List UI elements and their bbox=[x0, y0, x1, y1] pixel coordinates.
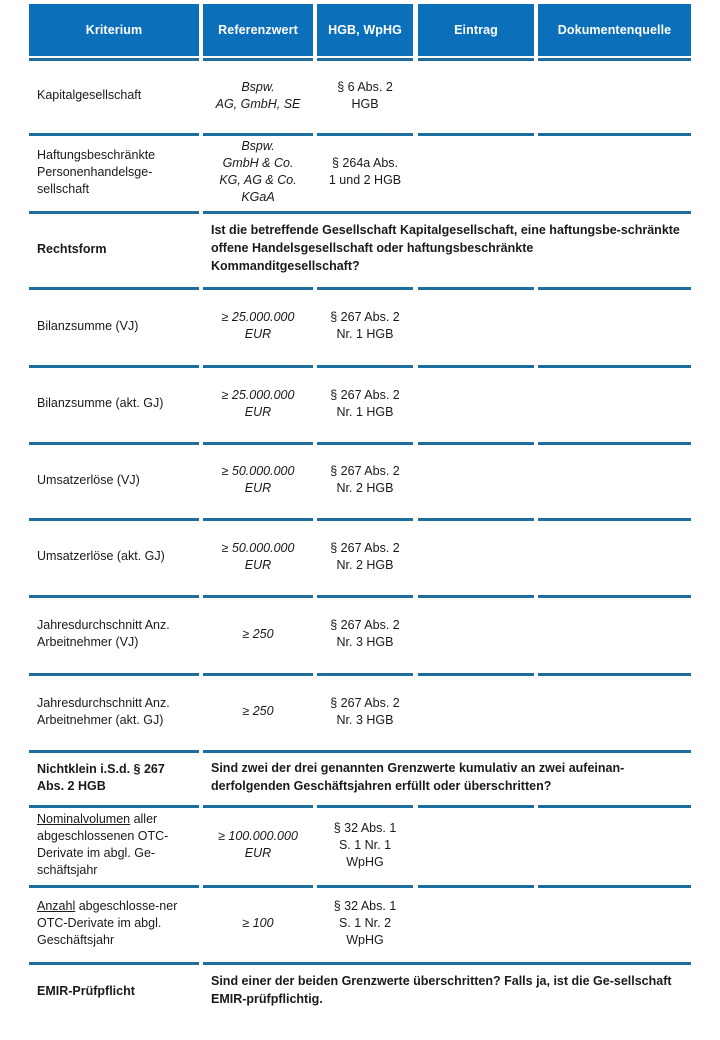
row-cells bbox=[0, 365, 720, 442]
cell-hgb-wphg: § 267 Abs. 2 Nr. 1 HGB bbox=[330, 387, 400, 419]
cell-referenzwert: ≥ 50.000.000 EUR bbox=[221, 464, 295, 495]
column-header-hgb_wphg[interactable]: HGB, WpHG bbox=[317, 4, 413, 56]
cell-eintrag[interactable] bbox=[418, 365, 534, 442]
cell-kriterium bbox=[29, 811, 199, 879]
cell-kriterium: Haftungsbeschränkte Personenhandelsge-sellschaft bbox=[37, 147, 156, 196]
table-row bbox=[0, 595, 720, 673]
cell-eintrag[interactable] bbox=[418, 595, 534, 673]
row-cells bbox=[0, 211, 720, 287]
cell-referenzwert: Bspw. AG, GmbH, SE bbox=[215, 79, 301, 111]
cell-referenzwert: ≥ 100 bbox=[242, 916, 274, 930]
cell-dokumentenquelle[interactable] bbox=[538, 885, 691, 962]
cell-dokumentenquelle[interactable] bbox=[538, 58, 691, 133]
table-row bbox=[0, 365, 720, 442]
cell-referenzwert: ≥ 250 bbox=[242, 626, 274, 641]
cell-referenzwert: ≥ 25.000.000 EUR bbox=[221, 310, 295, 341]
cell-dokumentenquelle[interactable] bbox=[538, 287, 691, 365]
table-row bbox=[0, 805, 720, 885]
cell-kriterium: Jahresdurchschnitt Anz. Arbeitnehmer (akt. GJ) bbox=[37, 695, 170, 727]
column-header-kriterium[interactable]: Kriterium bbox=[29, 4, 199, 56]
kriterium-keyword: Anzahl bbox=[37, 899, 76, 913]
table-row bbox=[0, 673, 720, 750]
row-cells bbox=[0, 518, 720, 595]
cell-hgb-wphg: § 267 Abs. 2 Nr. 2 HGB bbox=[330, 464, 400, 495]
kriterium-rest: abgeschlosse-ner OTC-Derivate im abgl. Geschäftsjahr bbox=[37, 899, 178, 947]
table-row bbox=[0, 885, 720, 962]
row-cells bbox=[0, 595, 720, 673]
cell-hgb-wphg: § 264a Abs. 1 und 2 HGB bbox=[328, 156, 402, 187]
column-header-referenzwert[interactable]: Referenzwert bbox=[203, 4, 313, 56]
kriterium-keyword: Nominalvolumen bbox=[37, 812, 131, 826]
row-cells bbox=[0, 442, 720, 518]
cell-eintrag[interactable] bbox=[418, 442, 534, 518]
table-row bbox=[0, 211, 720, 287]
row-cells bbox=[0, 962, 720, 1020]
cell-hgb-wphg: § 267 Abs. 2 Nr. 2 HGB bbox=[330, 540, 400, 572]
cell-hgb-wphg: § 267 Abs. 2 Nr. 3 HGB bbox=[330, 695, 400, 727]
cell-dokumentenquelle[interactable] bbox=[538, 133, 691, 211]
cell-dokumentenquelle[interactable] bbox=[538, 365, 691, 442]
cell-referenzwert: ≥ 100.000.000 EUR bbox=[218, 829, 298, 860]
cell-kriterium: Kapitalgesellschaft bbox=[37, 88, 142, 102]
row-cells bbox=[0, 133, 720, 211]
cell-referenzwert: ≥ 25.000.000 EUR bbox=[221, 387, 295, 419]
cell-kriterium: Nichtklein i.S.d. § 267 Abs. 2 HGB bbox=[37, 761, 165, 793]
table-header-row bbox=[0, 4, 720, 56]
cell-eintrag[interactable] bbox=[418, 58, 534, 133]
row-cells bbox=[0, 885, 720, 962]
cell-kriterium: Bilanzsumme (akt. GJ) bbox=[37, 396, 164, 410]
cell-hgb-wphg: § 267 Abs. 2 Nr. 1 HGB bbox=[330, 310, 400, 341]
cell-question: Ist die betreffende Gesellschaft Kapitalgesellschaft, eine haftungsbe-schränkte offene Handelsgesellschaft oder haftungsbeschränkte Kommanditgesellschaft? bbox=[211, 223, 680, 273]
cell-dokumentenquelle[interactable] bbox=[538, 518, 691, 595]
row-cells bbox=[0, 287, 720, 365]
cell-eintrag[interactable] bbox=[418, 133, 534, 211]
cell-referenzwert: Bspw. GmbH & Co. KG, AG & Co. KGaA bbox=[219, 139, 297, 204]
table-row bbox=[0, 58, 720, 133]
cell-question: Sind einer der beiden Grenzwerte überschritten? Falls ja, ist die Ge-sellschaft EMIR-prüfpflichtig. bbox=[211, 974, 672, 1006]
row-cells bbox=[0, 750, 720, 805]
table-row bbox=[0, 962, 720, 1020]
cell-referenzwert: ≥ 50.000.000 EUR bbox=[221, 540, 295, 572]
cell-kriterium: Jahresdurchschnitt Anz. Arbeitnehmer (VJ) bbox=[37, 618, 170, 649]
header-column-gap bbox=[0, 4, 29, 56]
kriterium-rest: aller abgeschlossenen OTC-Derivate im abgl. Ge-schäftsjahr bbox=[37, 812, 169, 877]
cell-eintrag[interactable] bbox=[418, 518, 534, 595]
row-cells bbox=[0, 805, 720, 885]
table-row bbox=[0, 442, 720, 518]
row-cells bbox=[0, 673, 720, 750]
table-row bbox=[0, 133, 720, 211]
cell-eintrag[interactable] bbox=[418, 673, 534, 750]
cell-hgb-wphg: § 32 Abs. 1 S. 1 Nr. 2 WpHG bbox=[333, 899, 397, 947]
cell-dokumentenquelle[interactable] bbox=[538, 595, 691, 673]
cell-kriterium: Umsatzerlöse (akt. GJ) bbox=[37, 549, 165, 563]
cell-dokumentenquelle[interactable] bbox=[538, 442, 691, 518]
cell-eintrag[interactable] bbox=[418, 805, 534, 885]
cell-kriterium: EMIR-Prüfpflicht bbox=[37, 983, 135, 998]
cell-dokumentenquelle[interactable] bbox=[538, 673, 691, 750]
table-row bbox=[0, 287, 720, 365]
cell-kriterium: Rechtsform bbox=[37, 241, 107, 256]
cell-kriterium: Umsatzerlöse (VJ) bbox=[37, 472, 140, 487]
cell-hgb-wphg: § 6 Abs. 2 HGB bbox=[337, 79, 393, 111]
cell-referenzwert: ≥ 250 bbox=[242, 704, 274, 718]
table-row bbox=[0, 518, 720, 595]
cell-dokumentenquelle[interactable] bbox=[538, 805, 691, 885]
cell-eintrag[interactable] bbox=[418, 287, 534, 365]
cell-question: Sind zwei der drei genannten Grenzwerte kumulativ an zwei aufeinan-derfolgenden Geschäftsjahren erfüllt oder überschritten? bbox=[211, 760, 625, 793]
cell-hgb-wphg: § 32 Abs. 1 S. 1 Nr. 1 WpHG bbox=[333, 820, 397, 869]
column-header-eintrag[interactable]: Eintrag bbox=[418, 4, 534, 56]
row-cells bbox=[0, 58, 720, 133]
cell-kriterium: Bilanzsumme (VJ) bbox=[37, 318, 139, 333]
table-row bbox=[0, 750, 720, 805]
cell-kriterium bbox=[29, 898, 199, 949]
column-header-dokumentenquelle[interactable]: Dokumentenquelle bbox=[538, 4, 691, 56]
cell-eintrag[interactable] bbox=[418, 885, 534, 962]
cell-hgb-wphg: § 267 Abs. 2 Nr. 3 HGB bbox=[330, 618, 400, 649]
